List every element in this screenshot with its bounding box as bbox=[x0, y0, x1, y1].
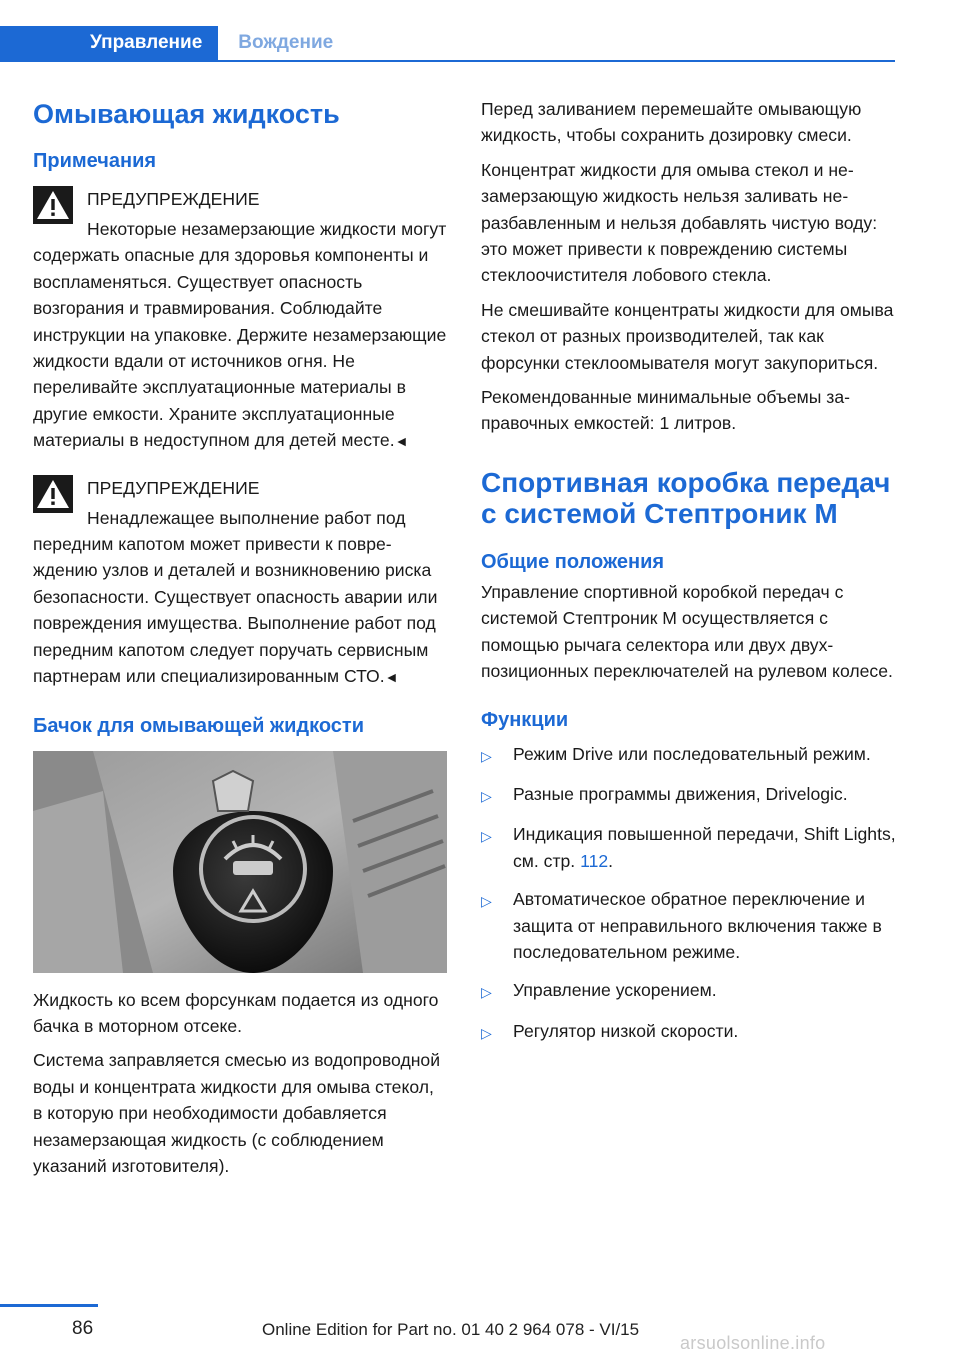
bullet-triangle-icon: ▷ bbox=[481, 1024, 492, 1041]
warning-block-2 bbox=[33, 473, 447, 691]
bullet-triangle-icon: ▷ bbox=[481, 787, 492, 804]
right-para-2: Концентрат жидкости для омыва стекол и незамерзающую жидкость нельзя заливать неразбавленным и нельзя добавлять чистую воду: это может привести к повреждению системы стеклоочистителя лобового стекла. bbox=[481, 159, 878, 286]
reservoir-para-2: Система заправляется смесью из водопроводной воды и концентрата жидкости для омыва стекол, в которую при необходимости добавляется незамерзающая жидкость (с соблюдением указаний изготовителя). bbox=[33, 1050, 441, 1176]
reservoir-heading: Бачок для омывающей жидкости bbox=[33, 714, 365, 737]
footer-accent-line bbox=[0, 1304, 98, 1307]
page-number: 86 bbox=[72, 1318, 94, 1339]
right-para-3: Не смешивайте концентраты жидкости для омыва стекол от разных производителей, так как форсунки стеклоомывателя могут закупориться. bbox=[481, 299, 894, 373]
warning-1-title: ПРЕДУПРЕЖДЕНИЕ bbox=[87, 189, 260, 209]
right-para-1: Перед заливанием перемешайте омывающую жидкость, чтобы сохранить дозировку смеси. bbox=[481, 99, 862, 146]
left-column bbox=[33, 98, 447, 1187]
list-item: ▷ Разные программы движения, Drivelogic. bbox=[481, 781, 897, 809]
list-item: ▷ Режим Drive или последовательный режим. bbox=[481, 741, 897, 769]
warning-2-title: ПРЕДУПРЕЖДЕНИЕ bbox=[87, 477, 260, 498]
tab-controls[interactable]: Управление bbox=[0, 26, 218, 60]
functions-heading: Функции bbox=[481, 708, 569, 731]
header-divider bbox=[0, 60, 895, 62]
section-title-washer-fluid: Омывающая жидкость bbox=[33, 99, 340, 129]
header-tabs bbox=[0, 26, 353, 60]
notes-heading: Примечания bbox=[33, 150, 157, 172]
tab-driving[interactable]: Вождение bbox=[238, 32, 334, 53]
bullet-triangle-icon: ▷ bbox=[481, 893, 492, 910]
warning-1-text: Некоторые незамерзающие жидкости могут содержать опасные для здоровья компоненты и воспламеняться. Существует опасность возгорания и травмирования. Соблюдайте инструкции на упаковке. Держите незамерзающие жидкости вдали от источников огня. Не переливайте эксплуатационные материалы в другие емкости. Храните эксплуатационные материалы в недоступном для детей месте.◄ bbox=[33, 219, 447, 451]
bullet-triangle-icon: ▷ bbox=[481, 828, 492, 845]
right-column bbox=[481, 96, 897, 1058]
warning-triangle-icon bbox=[33, 186, 73, 224]
right-para-4: Рекомендованные минимальные объемы заправочных емкостей: 1 литров. bbox=[481, 387, 850, 434]
warning-block-1 bbox=[33, 184, 447, 455]
washer-fluid-cap-photo bbox=[33, 751, 447, 973]
edition-text: Online Edition for Part no. 01 40 2 964 078 - VI/15 bbox=[262, 1320, 640, 1339]
end-mark-icon: ◄ bbox=[394, 433, 409, 450]
list-item: ▷ Автоматическое обратное переключение и защита от неправильного включения также в последовательном режиме. bbox=[481, 886, 897, 965]
end-mark-icon: ◄ bbox=[384, 669, 399, 686]
bullet-triangle-icon: ▷ bbox=[481, 747, 492, 764]
reservoir-para-1: Жидкость ко всем форсункам подается из одного бачка в моторном отсеке. bbox=[33, 989, 439, 1036]
bullet-triangle-icon: ▷ bbox=[481, 984, 492, 1001]
list-item: ▷ Управление ускорением. bbox=[481, 977, 897, 1005]
list-item: ▷ Индикация повышенной передачи, Shift Lights, см. стр. 112. bbox=[481, 821, 897, 874]
page-ref-link[interactable]: 112 bbox=[580, 850, 609, 871]
list-item: ▷ Регулятор низкой скорости. bbox=[481, 1018, 897, 1046]
functions-list bbox=[481, 741, 897, 1047]
section-title-sport-transmission: Спортивная коробка передач с системой Стептроник M bbox=[481, 466, 891, 529]
watermark: arsuolsonline.info bbox=[680, 1333, 826, 1353]
general-text: Управление спортивной коробкой передач с системой Стептроник M осуществляется с помощью рычага селектора или двух двухпозиционных переключателей на рулевом колесе. bbox=[481, 581, 893, 682]
warning-2-text: Ненадлежащее выполнение работ под передним капотом может привести к повреждению узлов и деталей и возникновению риска безопасности. Существует опасность аварии или повреждения имущества. Выполнение работ под передним капотом следует поручать сервисным партнерам или специализированным СТО.◄ bbox=[33, 507, 438, 687]
warning-triangle-icon bbox=[33, 475, 73, 513]
general-heading: Общие положения bbox=[481, 550, 665, 573]
